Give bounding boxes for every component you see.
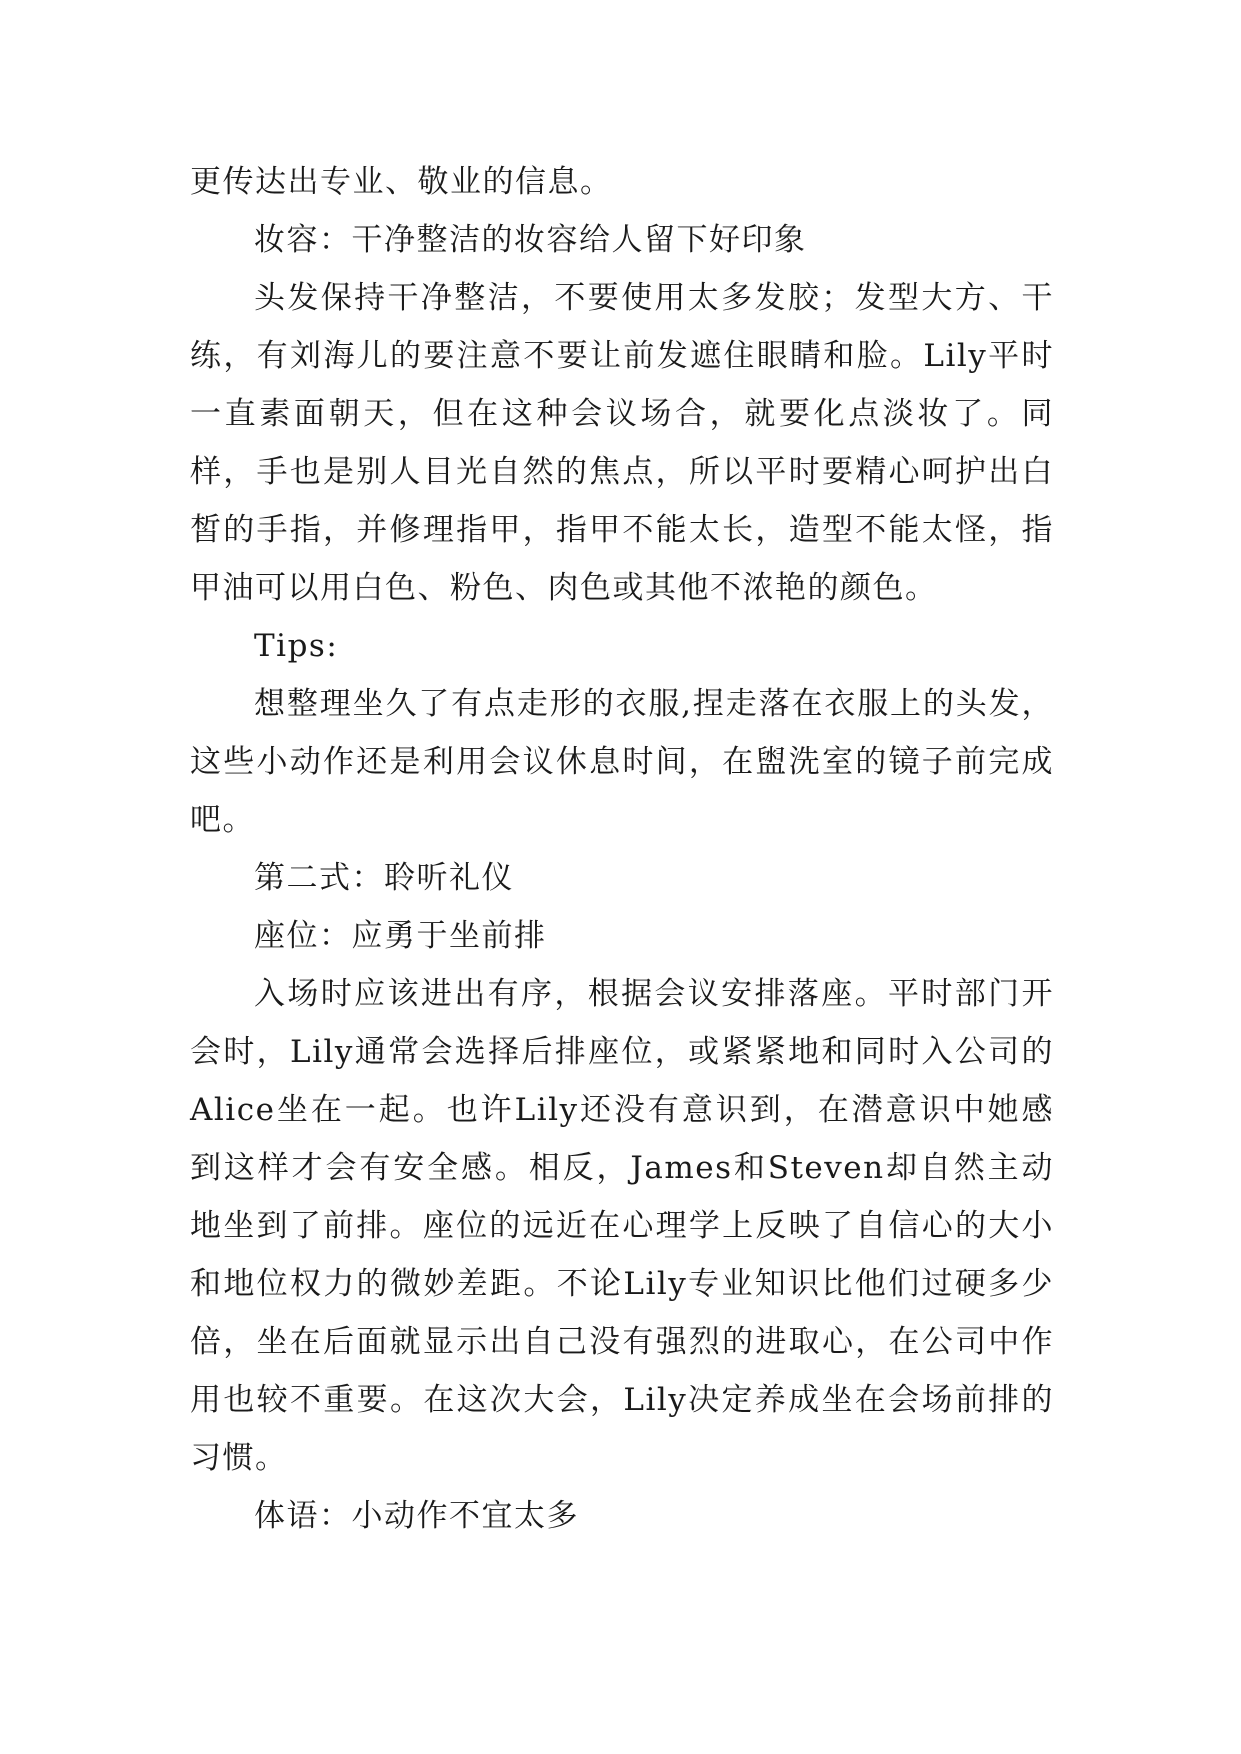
heading-body-language: 体语：小动作不宜太多 <box>254 1498 579 1534</box>
paragraph-seating: 入场时应该进出有序，根据会议安排落座。平时部门开会时，Lily通常会选择后排座位，或紧紧地和同时入公司的Alice坐在一起。也许Lily还没有意识到，在潜意识中她感到这样才会有安全感。相反，James和Steven却自然主动地坐到了前排。座位的远近在心理学上反映了自信心的大小和地位权力的微妙差距。不论Lily专业知识比他们过硬多少倍，坐在后面就显示出自己没有强烈的进取心，在公司中作用也较不重要。在这次大会，Lily决定养成坐在会场前排的习惯。 <box>190 976 1054 1476</box>
heading-listening-etiquette: 第二式：聆听礼仪 <box>254 860 514 896</box>
paragraph-hair: 头发保持干净整洁，不要使用太多发胶；发型大方、干练，有刘海儿的要注意不要让前发遮住眼睛和脸。Lily平时一直素面朝天，但在这种会议场合，就要化点淡妆了。同样，手也是别人目光自然的焦点，所以平时要精心呵护出白皙的手指，并修理指甲，指甲不能太长，造型不能太怪，指甲油可以用白色、粉色、肉色或其他不浓艳的颜色。 <box>190 280 1054 606</box>
document-body <box>190 153 1054 1545</box>
heading-tips: Tips: <box>254 628 339 664</box>
heading-makeup: 妆容：干净整洁的妆容给人留下好印象 <box>254 222 807 258</box>
paragraph-tips: 想整理坐久了有点走形的衣服,捏走落在衣服上的头发，这些小动作还是利用会议休息时间，在盥洗室的镜子前完成吧。 <box>190 686 1054 838</box>
heading-seating: 座位：应勇于坐前排 <box>254 918 547 954</box>
paragraph-continuation: 更传达出专业、敬业的信息。 <box>190 164 613 200</box>
